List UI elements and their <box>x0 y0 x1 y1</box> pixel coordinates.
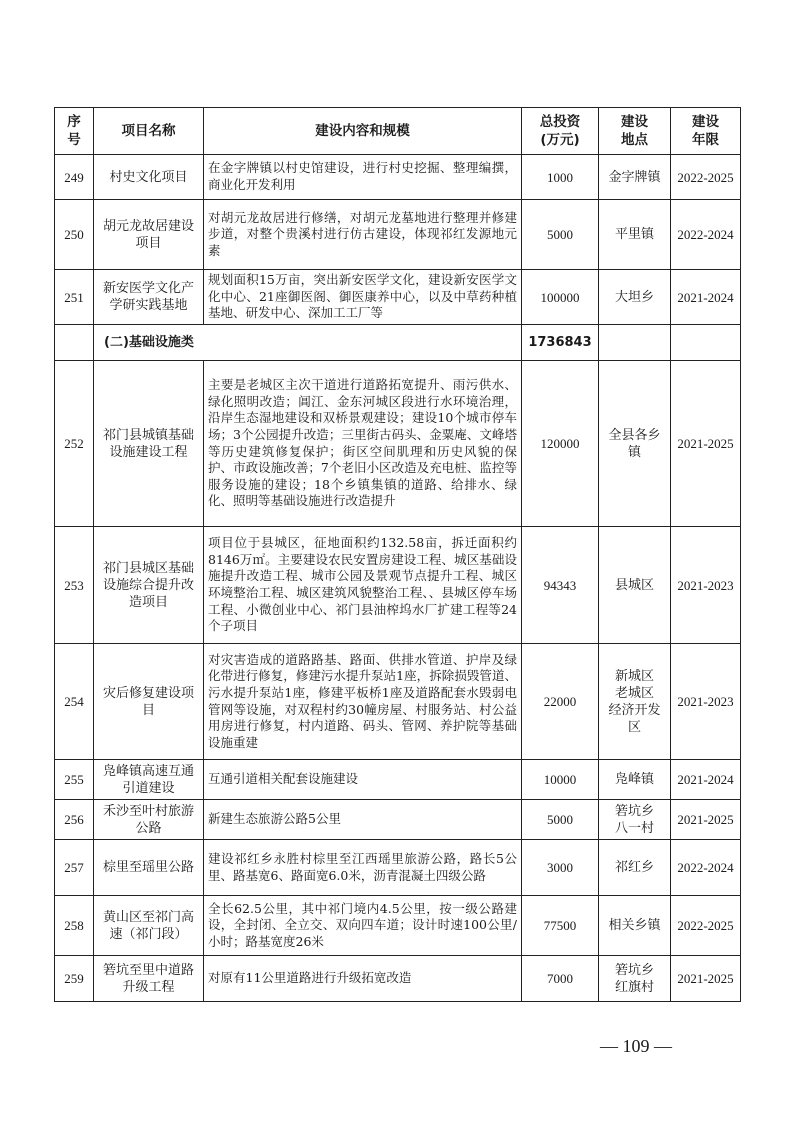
section-label: (二)基础设施类 <box>104 335 194 350</box>
row-location: 相关乡镇 <box>599 896 671 956</box>
table-row <box>55 644 741 760</box>
row-content: 全长62.5公里，其中祁门境内4.5公里，按一级公路建设，全封闭、全立交、双向四车道；设计时速100公里/小时；路基宽度26米 <box>204 896 522 956</box>
row-investment: 77500 <box>522 896 599 956</box>
row-name: 祁门县城镇基础设施建设工程 <box>94 361 204 527</box>
row-content: 项目位于县城区，征地面积约132.58亩，拆迁面积约8146万㎡。主要建设农民安置房建设工程、城区基础设施提升改造工程、城市公园及景观节点提升工程、城区环境整治工程、城区建筑风貌整治工程、、县城区停车场工程、小微创业中心、祁门县油榨坞水厂扩建工程等24个子项目 <box>204 527 522 644</box>
row-investment: 1000 <box>522 155 599 200</box>
row-name: 新安医学文化产学研实践基地 <box>94 270 204 325</box>
row-investment: 5000 <box>522 800 599 840</box>
row-period: 2021-2023 <box>671 527 741 644</box>
row-location: 祁红乡 <box>599 840 671 896</box>
row-seq: 258 <box>55 896 94 956</box>
row-location: 箬坑乡 红旗村 <box>599 956 671 1002</box>
row-seq: 257 <box>55 840 94 896</box>
table-row <box>55 155 741 200</box>
row-seq: 253 <box>55 527 94 644</box>
row-location: 凫峰镇 <box>599 760 671 800</box>
row-content: 建设祁红乡永胜村棕里至江西瑶里旅游公路，路长5公里、路基宽6、路面宽6.0米，沥青混凝土四级公路 <box>204 840 522 896</box>
row-name: 村史文化项目 <box>94 155 204 200</box>
row-location: 大坦乡 <box>599 270 671 325</box>
row-seq: 259 <box>55 956 94 1002</box>
row-investment: 100000 <box>522 270 599 325</box>
header-name: 项目名称 <box>94 108 204 155</box>
table-row <box>55 956 741 1002</box>
row-name: 棕里至瑶里公路 <box>94 840 204 896</box>
project-table <box>54 107 741 1002</box>
row-period: 2021-2025 <box>671 800 741 840</box>
row-content: 互通引道相关配套设施建设 <box>204 760 522 800</box>
row-content: 对胡元龙故居进行修缮，对胡元龙墓地进行整理并修建步道，对整个贵溪村进行仿古建设，体现祁红发源地元素 <box>204 200 522 270</box>
row-seq: 254 <box>55 644 94 760</box>
row-investment: 7000 <box>522 956 599 1002</box>
row-investment: 94343 <box>522 527 599 644</box>
row-content: 规划面积15万亩，突出新安医学文化，建设新安医学文化中心、21座御医阁、御医康养中心，以及中草药种植基地、研发中心、深加工工厂等 <box>204 270 522 325</box>
section-row <box>55 325 741 361</box>
section-period-empty <box>671 325 741 361</box>
section-label-cell <box>94 325 522 361</box>
header-period: 建设 年限 <box>671 108 741 155</box>
row-name: 凫峰镇高速互通引道建设 <box>94 760 204 800</box>
table-row <box>55 760 741 800</box>
table-header-row <box>55 108 741 155</box>
section-location-empty <box>599 325 671 361</box>
header-location: 建设 地点 <box>599 108 671 155</box>
row-period: 2021-2025 <box>671 956 741 1002</box>
row-name: 祁门县城区基础设施综合提升改造项目 <box>94 527 204 644</box>
row-seq: 250 <box>55 200 94 270</box>
row-location: 平里镇 <box>599 200 671 270</box>
row-seq: 256 <box>55 800 94 840</box>
row-location: 箬坑乡 八一村 <box>599 800 671 840</box>
header-content: 建设内容和规模 <box>204 108 522 155</box>
table-row <box>55 840 741 896</box>
row-content: 新建生态旅游公路5公里 <box>204 800 522 840</box>
row-location: 新城区 老城区 经济开发区 <box>599 644 671 760</box>
row-period: 2021-2024 <box>671 270 741 325</box>
table-row <box>55 361 741 527</box>
row-investment: 10000 <box>522 760 599 800</box>
row-name: 胡元龙故居建设项目 <box>94 200 204 270</box>
row-name: 禾沙至叶村旅游公路 <box>94 800 204 840</box>
table-row <box>55 527 741 644</box>
row-content: 对灾害造成的道路路基、路面、供排水管道、护岸及绿化带进行修复，修建污水提升泵站1座，拆除损毁管道、污水提升泵站1座，修建平板桥1座及道路配套水毁弱电管网等设施，对双程村约30幢房屋、村服务站、村公益用房进行修复，村内道路、码头、管网、养护院等基础设施重建 <box>204 644 522 760</box>
row-seq: 252 <box>55 361 94 527</box>
table-row <box>55 896 741 956</box>
row-name: 黄山区至祁门高速（祁门段） <box>94 896 204 956</box>
table-row <box>55 800 741 840</box>
section-total: 1736843 <box>522 325 599 361</box>
section-seq-empty <box>55 325 94 361</box>
row-period: 2022-2025 <box>671 155 741 200</box>
row-content: 在金字牌镇以村史馆建设，进行村史挖掘、整理编撰，商业化开发利用 <box>204 155 522 200</box>
row-seq: 251 <box>55 270 94 325</box>
row-period: 2021-2024 <box>671 760 741 800</box>
row-period: 2021-2023 <box>671 644 741 760</box>
row-investment: 120000 <box>522 361 599 527</box>
row-period: 2022-2024 <box>671 840 741 896</box>
row-content: 对原有11公里道路进行升级拓宽改造 <box>204 956 522 1002</box>
row-name: 箬坑至里中道路升级工程 <box>94 956 204 1002</box>
row-period: 2022-2025 <box>671 896 741 956</box>
header-investment: 总投资 (万元) <box>522 108 599 155</box>
table-row <box>55 270 741 325</box>
row-content: 主要是老城区主次干道进行道路拓宽提升、雨污供水、绿化照明改造；阊江、金东河城区段进行水环境治理，沿岸生态湿地建设和双桥景观建设；建设10个城市停车场；3个公园提升改造；三里街古码头、金粟庵、文峰塔等历史建筑修复保护；街区空间肌理和历史风貌的保护、市政设施改善；7个老旧小区改造及充电桩、监控等服务设施的建设；18个乡镇集镇的道路、给排水、绿化、照明等基础设施进行改造提升 <box>204 361 522 527</box>
row-seq: 249 <box>55 155 94 200</box>
table-row <box>55 200 741 270</box>
row-location: 全县各乡镇 <box>599 361 671 527</box>
row-period: 2022-2024 <box>671 200 741 270</box>
row-investment: 22000 <box>522 644 599 760</box>
row-name: 灾后修复建设项目 <box>94 644 204 760</box>
page-number: — 109 — <box>600 1036 672 1056</box>
header-seq: 序 号 <box>55 108 94 155</box>
row-period: 2021-2025 <box>671 361 741 527</box>
row-investment: 5000 <box>522 200 599 270</box>
row-investment: 3000 <box>522 840 599 896</box>
row-seq: 255 <box>55 760 94 800</box>
row-location: 金字牌镇 <box>599 155 671 200</box>
row-location: 县城区 <box>599 527 671 644</box>
